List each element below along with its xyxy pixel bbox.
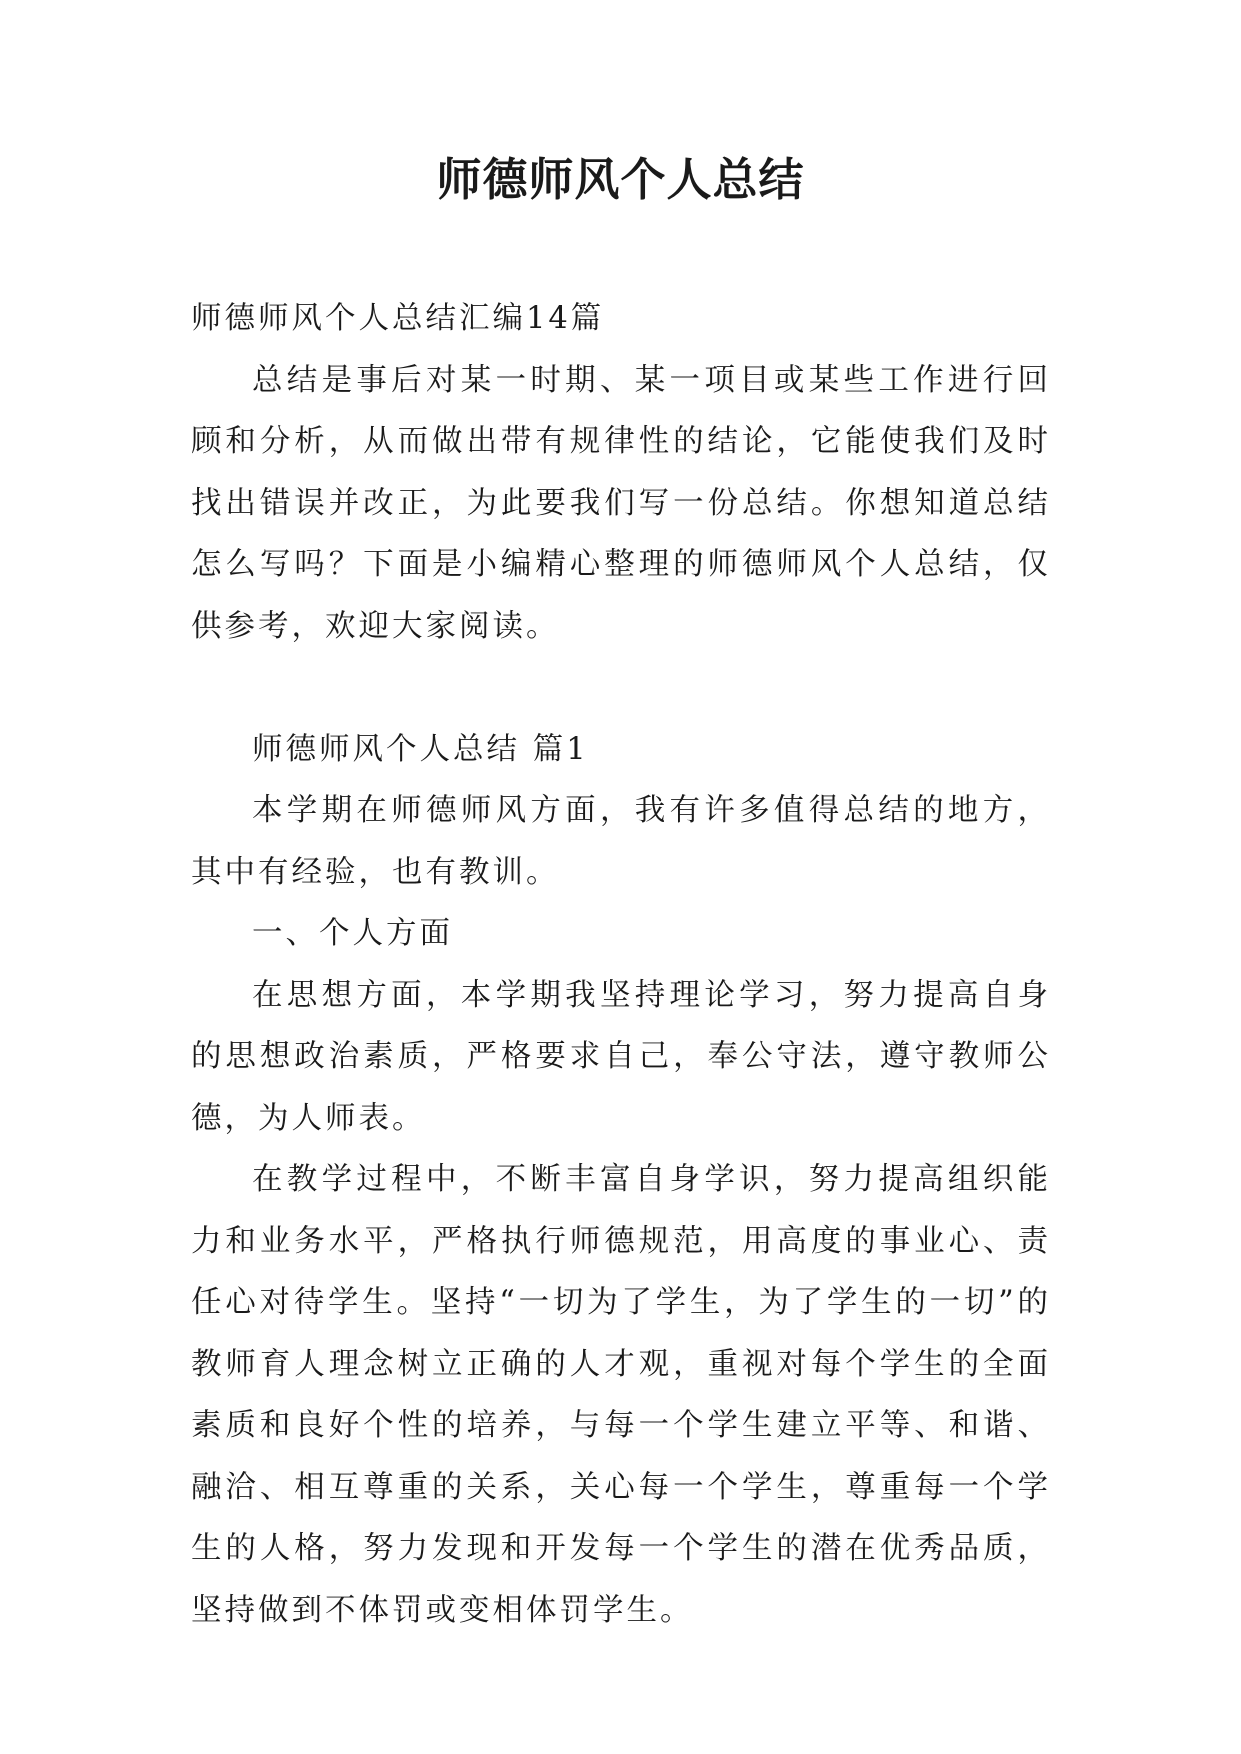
- document-subtitle: 师德师风个人总结汇编14篇: [191, 301, 605, 336]
- body-paragraph: 本学期在师德师风方面，我有许多值得总结的地方，其中有经验，也有教训。: [191, 793, 1051, 890]
- body-paragraph: 在教学过程中，不断丰富自身学识，努力提高组织能力和业务水平，严格执行师德规范，用高度的事业心、责任心对待学生。坚持“一切为了学生，为了学生的一切”的教师育人理念树立正确的人才观，重视对每个学生的全面素质和良好个性的培养，与每一个学生建立平等、和谐、融洽、相互尊重的关系，关心每一个学生，尊重每一个学生的人格，努力发现和开发每一个学生的潜在优秀品质，坚持做到不体罚或变相体罚学生。: [191, 1162, 1051, 1628]
- document-title: 师德师风个人总结: [436, 153, 805, 206]
- document-body: [191, 288, 1051, 1641]
- section-heading: 师德师风个人总结 篇1: [252, 731, 589, 767]
- body-paragraph: 在思想方面，本学期我坚持理论学习，努力提高自身的思想政治素质，严格要求自己，奉公守法，遵守教师公德，为人师表。: [191, 977, 1051, 1136]
- section-subheading: 一、个人方面: [252, 916, 453, 951]
- intro-paragraph: 总结是事后对某一时期、某一项目或某些工作进行回顾和分析，从而做出带有规律性的结论，它能使我们及时找出错误并改正，为此要我们写一份总结。你想知道总结怎么写吗？下面是小编精心整理的师德师风个人总结，仅供参考，欢迎大家阅读。: [191, 362, 1051, 644]
